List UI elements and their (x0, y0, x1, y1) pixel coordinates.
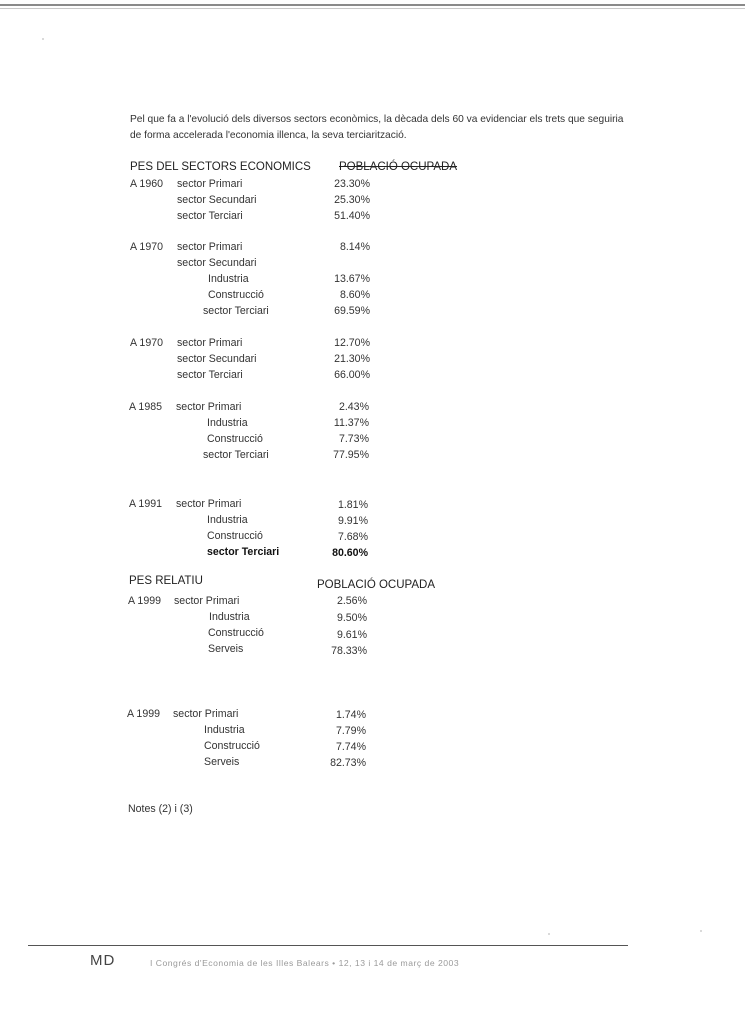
intro-paragraph: Pel que fa a l'evolució dels diversos sectors econòmics, la dècada dels 60 va evidenciar els trets que seguiria de forma accelerada l'economia illenca, la seva terciarització. (130, 114, 624, 141)
row-label: Industria (209, 611, 250, 623)
year-label: A 1999 (127, 708, 160, 720)
section2-column-heading: POBLACIÓ OCUPADA (317, 579, 436, 591)
row-label: sector Primari (177, 178, 243, 190)
row-value: 12.70% (334, 337, 370, 349)
year-label: A 1970 (130, 337, 163, 349)
section2-heading: PES RELATIU (129, 575, 203, 587)
row-label: Industria (208, 273, 249, 285)
row-label: Serveis (208, 643, 244, 655)
row-label: Industria (204, 724, 245, 736)
year-label: A 1991 (129, 498, 162, 510)
year-label: A 1985 (129, 401, 162, 413)
notes: Notes (2) i (3) (128, 803, 193, 815)
top-rule-secondary (0, 8, 745, 9)
row-value: 9.61% (336, 629, 367, 641)
row-label: sector Secundari (177, 194, 257, 206)
row-label: sector Terciari (177, 369, 243, 381)
row-label: sector Secundari (177, 257, 257, 269)
footer-logo: MD (90, 952, 116, 969)
year-label: A 1999 (128, 595, 161, 607)
row-label: sector Terciari (203, 449, 269, 461)
row-value: 82.73% (330, 757, 366, 769)
row-value: 69.59% (334, 305, 370, 317)
row-label: Construcció (204, 740, 260, 752)
row-value: 8.14% (339, 241, 370, 253)
scan-speck (548, 933, 550, 935)
row-value: 2.56% (336, 595, 367, 607)
row-value: 51.40% (334, 210, 370, 222)
row-value: 66.00% (334, 369, 370, 381)
row-label: Construcció (208, 627, 264, 639)
row-label: sector Primari (176, 401, 242, 413)
row-label: Industria (207, 514, 248, 526)
row-label: sector Primari (177, 241, 243, 253)
year-label: A 1960 (130, 178, 163, 190)
row-label: sector Terciari (177, 210, 243, 222)
section1-heading: PES DEL SECTORS ECONOMICS (130, 161, 311, 173)
scan-speck (42, 38, 44, 40)
row-label: sector Primari (174, 595, 240, 607)
footer-text: I Congrés d'Economia de les Illes Balears • 12, 13 i 14 de març de 2003 (150, 958, 460, 968)
row-value: 2.43% (338, 401, 369, 413)
row-value: 1.81% (337, 499, 368, 511)
row-value: 80.60% (332, 547, 368, 559)
row-label: Serveis (204, 756, 240, 768)
scan-speck (700, 930, 702, 932)
section1-column-heading: POBLACIÓ OCUPADA (339, 161, 458, 173)
row-value: 9.91% (337, 515, 368, 527)
row-value: 77.95% (333, 449, 369, 461)
row-value: 7.68% (337, 531, 368, 543)
row-label: sector Secundari (177, 353, 257, 365)
row-value: 25.30% (334, 194, 370, 206)
row-value: 7.73% (338, 433, 369, 445)
top-rule (0, 4, 745, 6)
year-label: A 1970 (130, 241, 163, 253)
row-label: sector Terciari (203, 305, 269, 317)
row-value: 7.74% (335, 741, 366, 753)
row-value: 7.79% (335, 725, 366, 737)
footer-rule (28, 945, 628, 946)
row-label: sector Primari (176, 498, 242, 510)
row-value: 21.30% (334, 353, 370, 365)
row-value: 1.74% (335, 709, 366, 721)
row-label: Construcció (207, 530, 263, 542)
row-value: 23.30% (334, 178, 370, 190)
row-label: Construcció (208, 289, 264, 301)
row-label: Industria (207, 417, 248, 429)
row-value: 11.37% (333, 417, 369, 429)
row-value: 8.60% (339, 289, 370, 301)
row-label: sector Primari (173, 708, 239, 720)
row-value: 13.67% (334, 273, 370, 285)
row-label: sector Terciari (207, 546, 280, 558)
row-label: sector Primari (177, 337, 243, 349)
row-value: 78.33% (331, 645, 367, 657)
row-value: 9.50% (336, 612, 367, 624)
row-label: Construcció (207, 433, 263, 445)
